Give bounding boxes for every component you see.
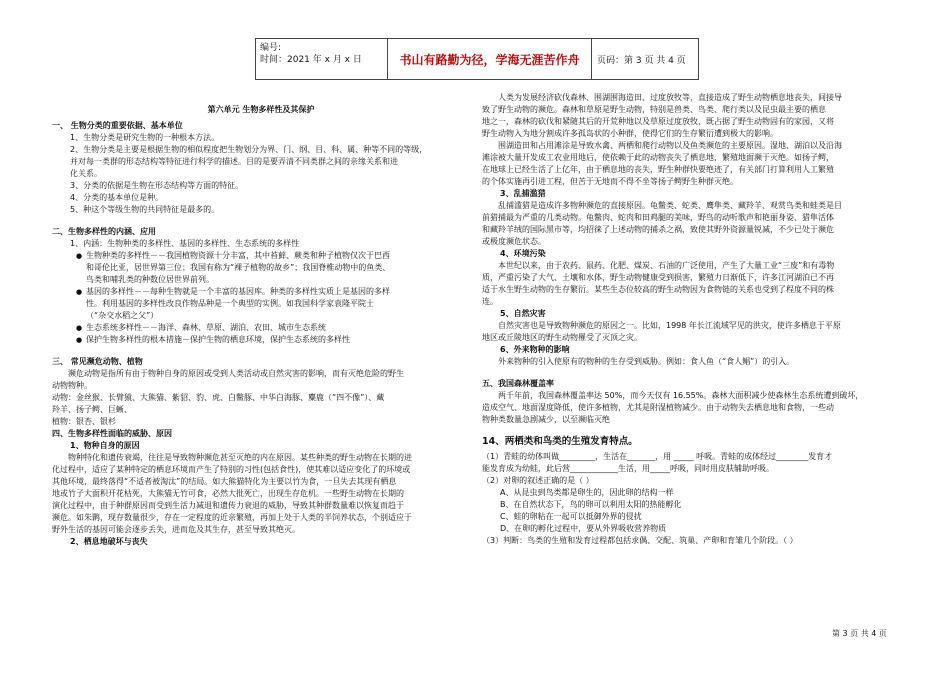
text-line: 1、内涵：生物种类的多样性、基因的多样性、生态系统的多样性 <box>70 239 300 248</box>
text-line: 乱捕滥猎是造成许多物种濒危的直接原因。龟鳖类、蛇类、鹰隼类、藏羚羊、观赏鸟类和蛙类是目 <box>498 201 842 210</box>
text-line: B、在自然状态下，鸟的卵可以利用太阳的热能孵化 <box>500 500 682 509</box>
text-line: 能发育成为幼蛙，此后营____________生活，用_____呼吸，同时用皮肤辅助呼吸。 <box>482 464 774 473</box>
text-line: 外来物种的引入使原有的物种的生存受到威胁。例如：食人鱼（“食人鲳”）的引入。 <box>498 357 795 366</box>
page-header <box>255 38 699 80</box>
spacer <box>482 368 900 378</box>
text-line: 两千年前，我国森林覆盖率达 50%，而今天仅有 16.55%。森林大面积减少使森林生态系统遭到破坏， <box>498 391 864 400</box>
text-line: 前猎捕最为严重的几类动物。龟鳖肉、蛇肉和田鸡腿的美味，野鸟的动听歌声和艳丽身姿、猎隼活体 <box>482 213 834 222</box>
text-line: 植物：银杏、银杉 <box>52 417 116 426</box>
motto: 书山有路勤为径，学海无涯苦作舟 <box>388 39 592 79</box>
text-line: 化过程中，适应了某种特定的栖息环境而产生了特别的习性(包括食性)，使其难以适应变化了的环境或 <box>52 465 411 474</box>
text-line: 动物：金丝猴、长臂猿、大熊猫、紫貂、豹、虎、白鳖豚、中华白海豚、麋鹿（“四不像”）、藏 <box>52 393 385 402</box>
text-line: 3、乱捕滥猎 <box>500 189 546 198</box>
text-line: 和藏羚羊绒的国际黑市等，均招徕了上述动物的捕杀之祸，致使其野外资源量锐减，不少已处于濒危 <box>482 225 834 234</box>
spacer <box>52 216 470 226</box>
text-line: ● 基因的多样性－－每种生物就是一个丰富的基因库。种类的多样性实质上是基因的多样 <box>52 286 470 298</box>
text-line: 5、种这个等级生物的共同特征是最多的。 <box>70 205 220 214</box>
text-line: 造成空气、地面湿度降低，使许多植物，尤其是附湿植物减少。由于动物失去栖息地和食物，一些动 <box>482 403 834 412</box>
text-line: 围湖造田和占用滩涂是导致水禽、两栖和爬行动物以及鱼类濒危的主要原因。湿地、湖泊以及沿海 <box>498 141 842 150</box>
text-line: 5、自然灾害 <box>500 309 546 318</box>
spacer <box>52 346 470 356</box>
text-line: 羚羊、扬子鳄、巨蜥、 <box>52 405 132 414</box>
right-column <box>482 92 900 547</box>
text-line: 鸟类和哺乳类的种数位居世界前列。 <box>86 275 214 284</box>
text-line: 濒危动物是指所有由于物种自身的原因或受到人类活动或自然灾害的影响，而有灭绝危险的野生 <box>68 369 404 378</box>
text-line: 地之一，森林的砍伐和紧随其后的开荒种地以及草原过度放牧，既占据了野生动物固有的家园，又将 <box>482 117 834 126</box>
text-line: 第六单元 生物多样性及其保护 <box>207 105 315 114</box>
text-line: （2）对卵的叙述正确的是（ ） <box>482 476 594 485</box>
text-line: 2、生物分类是主要是根据生物的相似程度把生物划分为界、门、纲、目、科、属、种等不同的等级， <box>70 145 428 154</box>
text-line: 连。 <box>482 297 498 306</box>
text-line: 1、生物分类是研究生物的一种根本方法。 <box>70 133 220 142</box>
text-line: 物种类数量急剧减少，以至濒临灭绝 <box>482 415 610 424</box>
text-line: C、蛙的卵粘在一起可以抵御外界的侵扰 <box>500 512 642 521</box>
text-line: 演化过程中，由于种群原因而受到生活力减退和遗传力衰退的威胁，导致其种群数量难以恢复而趋于 <box>52 501 404 510</box>
page-footer: 第 3 页 共 4 页 <box>832 629 887 638</box>
text-line: 6、外来物种的影响 <box>500 345 570 354</box>
text-line: 和哥伦比亚，居世界第三位；我国有称为“裸子植物的故乡”；我国脊椎动物中的鱼类、 <box>86 263 391 272</box>
text-line: 二、生物多样性的内涵、应用 <box>52 227 156 236</box>
left-column <box>52 104 470 548</box>
text-line: 14、两栖类和鸟类的生殖发育特点。 <box>482 436 638 447</box>
text-line: 4、分类的基本单位是种。 <box>70 193 164 202</box>
text-line: 地或竹子大面积开花枯死，大熊猫无竹可食，必然大批死亡，出现生存危机。一些野生动物在长期的 <box>52 489 404 498</box>
text-line: 野生动物入为地分割成许多孤岛状的小种群，使得它们的生存繁衍遭到极大的影响。 <box>482 129 778 138</box>
text-line: 五、我国森林覆盖率 <box>482 379 554 388</box>
text-line: 自然灾害也是导致物种濒危的原因之一。比如，1998 年长江流域罕见的洪灾，使许多栖息于平原 <box>498 321 841 330</box>
text-line: 其他环境，最终落得“不适者被淘汰”的结局。如大熊猫特化为主要以竹为食，一旦失去其现有栖息 <box>52 477 397 486</box>
spacer <box>482 426 900 436</box>
text-line: 四、生物多样性面临的威胁、原因 <box>52 429 172 438</box>
text-line: A、从昆虫到鸟类都是卵生的，因此卵的结构一样 <box>500 488 674 497</box>
text-line: 化关系。 <box>70 169 102 178</box>
text-line: 本世纪以来，由于农药、鼠药、化肥、煤炭、石油的广泛使用，产生了大量工业“三废”和有毒物 <box>498 261 835 270</box>
text-line: 致了野生动物的濒危。森林和草原是野生动物，特别是兽类、鸟类、爬行类以及昆虫最主要的栖息 <box>482 105 826 114</box>
text-line: 动物物种。 <box>52 381 92 390</box>
header-meta <box>256 39 388 79</box>
text-line: 一、 生物分类的重要依据、基本单位 <box>52 121 183 130</box>
text-line: 3、分类的依据是生物在形态结构等方面的特征。 <box>70 181 244 190</box>
number-label: 编号: <box>260 43 282 53</box>
text-line: （3）判断：鸟类的生殖和发育过程都包括求偶、交配、筑巢、产卵和育雏几个阶段。（ ） <box>482 536 798 545</box>
text-line: （1）青蛙的幼体叫做_________，生活在_______，用 _____ 呼吸。青蛙的成体经过________发育才 <box>482 452 833 461</box>
text-line: 适于水生野生动物的生存繁衍。某些生态位较高的野生动物因为食物链的关系也受到了程度不同的株 <box>482 285 834 294</box>
text-line: 濒危。如朱鹮，现存数量很少，存在一定程度的近亲繁殖，再加上处于人类的半饲养状态，个别适应于 <box>52 513 412 522</box>
text-line: 野外生活的基因可能会逐步丢失，进而危及其生存，甚至导致其绝灭。 <box>52 525 300 534</box>
text-line: ● 生物种类的多样性－－我国植物资源十分丰富，其中苔藓、蕨类和种子植物仅次于巴西 <box>52 250 470 262</box>
text-line: 地区或丘陵地区的野生动物罹受了灭顶之灾。 <box>482 333 642 342</box>
text-line: 2、栖息地破坏与丧失 <box>70 537 148 546</box>
text-line: 滩涂被大量开发成工农业用地后，使依赖于此的动物丧失了栖息地，繁殖地面濒于灭绝。如扬子鳄， <box>482 153 834 162</box>
text-line: 1、物种自身的原因 <box>70 441 140 450</box>
text-line: 性。利用基因的多样性改良作物品种是一个典型的实例。如我国科学家袁隆平院士 <box>86 299 374 308</box>
text-line: 的个体实施再引进工程，但苦于无地而不得不坐等扬子鳄野生种群灭绝。 <box>482 177 738 186</box>
text-line: ● 保护生物多样性的根本措施－保护生物的栖息环境，保护生态系统的多样性 <box>52 334 470 346</box>
page-label: 页码：第 3 页 共 4 页 <box>597 55 686 66</box>
text-line: （“杂交水稻之父”） <box>86 311 159 320</box>
time-label: 时间：2021 年 x 月 x 日 <box>260 55 362 65</box>
text-line: 4、环境污染 <box>500 249 546 258</box>
text-line: 三、 常见濒危动物、植物 <box>52 357 143 366</box>
text-line: D、在卵的孵化过程中，要从外界吸收营养物质 <box>500 524 667 533</box>
text-line: 物种特化和遗传衰竭，往往是导致物种濒危甚至灭绝的内在原因。某些种类的野生动物在长期的进 <box>68 453 412 462</box>
text-line: 并对每一类群的形态结构等特征进行科学的描述。目的是要弄清不同类群之间的亲缘关系和进 <box>70 157 398 166</box>
text-line: 在地球上已经生活了上亿年，由于栖息地的丧失，野生种群快要绝迹了，有关部门打算利用人工繁殖 <box>482 165 834 174</box>
text-line: ● 生态系统多样性－－海洋、森林、草原、湖泊、农田、城市生态系统 <box>52 322 470 334</box>
text-line: 或极度濒危状态。 <box>482 237 546 246</box>
text-line: 质，严重污染了大气、土壤和水体，野生动物健康受到损害，繁殖力日渐低下，许多江河湖泊已不再 <box>482 273 834 282</box>
text-line: 人类为发展经济砍伐森林、围湖围海造田、过度放牧等，直接造成了野生动物栖息地丧失，间接导 <box>498 93 842 102</box>
